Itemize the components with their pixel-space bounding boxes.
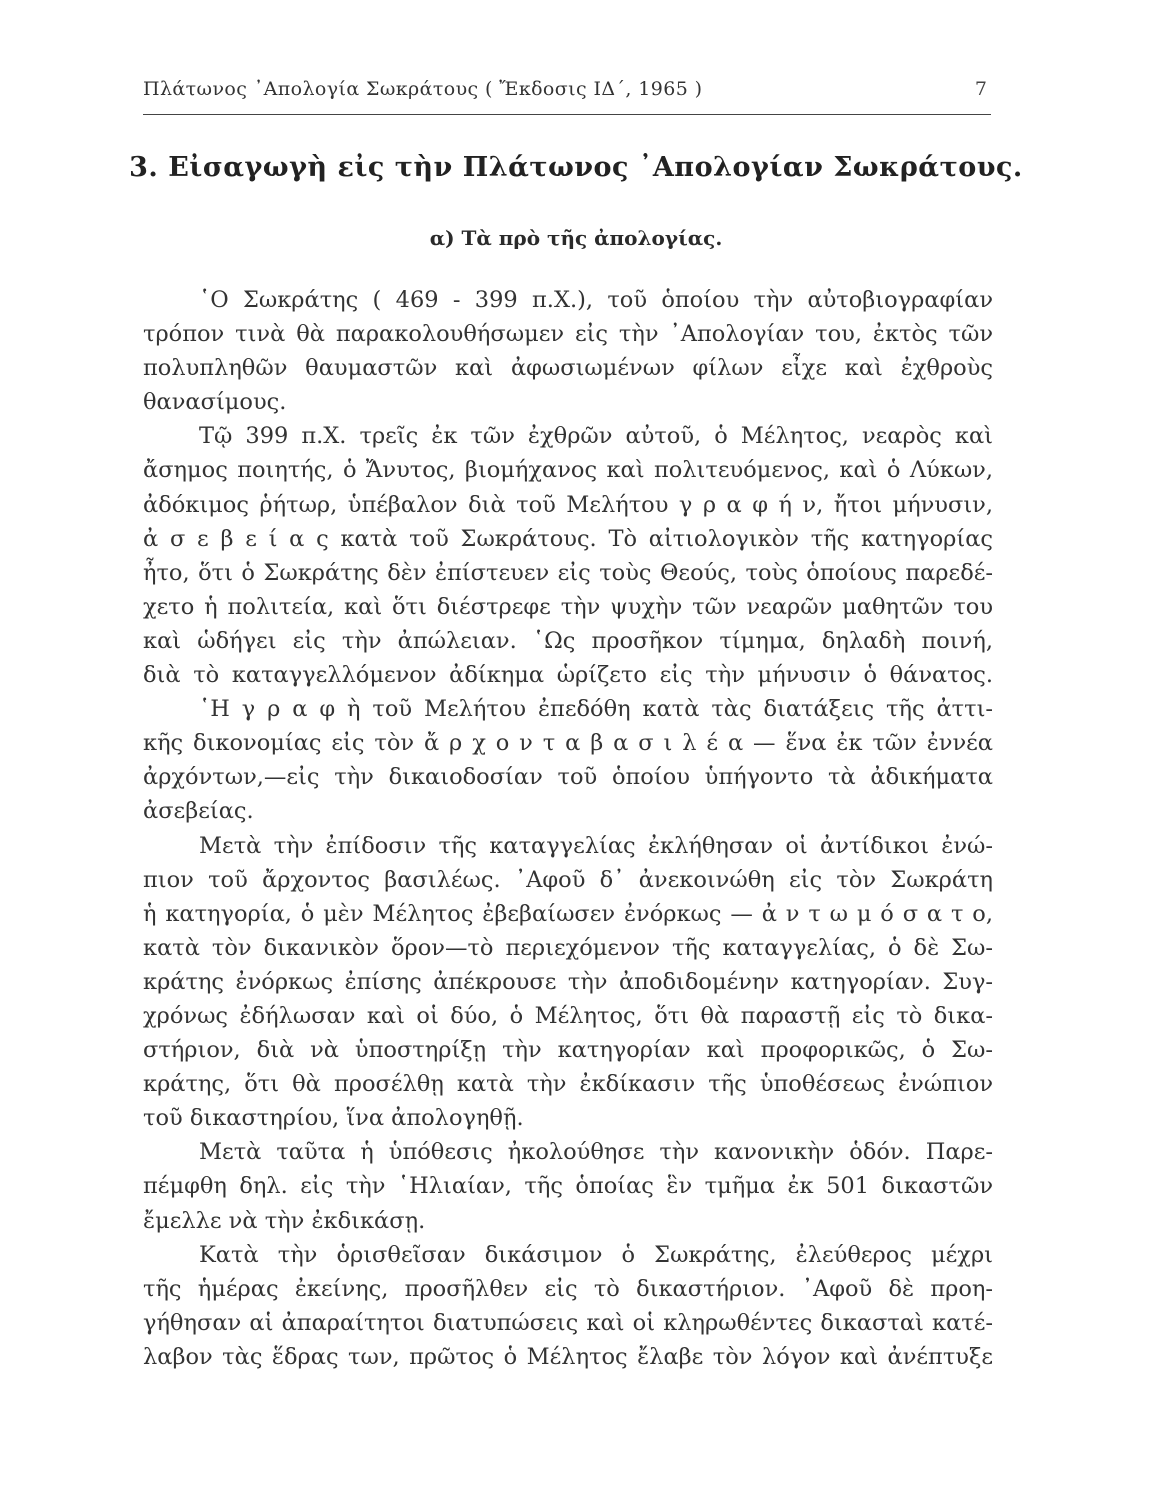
text-line: πιον τοῦ ἄρχοντος βασιλέως. ᾿Αφοῦ δ᾿ ἀνεκοινώθη εἰς τὸν Σωκράτη: [143, 866, 993, 893]
text-line: Μετὰ ταῦτα ἡ ὑπόθεσις ἠκολούθησε τὴν κανονικὴν ὁδόν. Παρε-: [199, 1139, 993, 1166]
text-line: πολυπληθῶν θαυμαστῶν καὶ ἀφωσιωμένων φίλων εἶχε καὶ ἐχθροὺς: [143, 355, 993, 382]
text-line: ἀ σ ε β ε ί α ς κατὰ τοῦ Σωκράτους. Τὸ αἰτιολογικὸν τῆς κατηγορίας: [143, 525, 993, 552]
text-line: κῆς δικονομίας εἰς τὸν ἄ ρ χ ο ν τ α β α σ ι λ έ α — ἕνα ἐκ τῶν ἐννέα: [143, 730, 993, 757]
text-line: Κατὰ τὴν ὁρισθεῖσαν δικάσιμον ὁ Σωκράτης, ἐλεύθερος μέχρι: [199, 1241, 993, 1268]
section-title: α) Τὰ πρὸ τῆς ἀπολογίας.: [429, 226, 723, 250]
text-line: Μετὰ τὴν ἐπίδοσιν τῆς καταγγελίας ἐκλήθησαν οἱ ἀντίδικοι ἐνώ-: [199, 832, 993, 859]
text-line: τῆς ἡμέρας ἐκείνης, προσῆλθεν εἰς τὸ δικαστήριον. ᾿Αφοῦ δὲ προη-: [143, 1275, 993, 1302]
text-line: κατὰ τὸν δικανικὸν ὅρον—τὸ περιεχόμενον τῆς καταγγελίας, ὁ δὲ Σω-: [143, 934, 993, 961]
text-line: ἦτο, ὅτι ὁ Σωκράτης δὲν ἐπίστευεν εἰς τοὺς Θεούς, τοὺς ὁποίους παρεδέ-: [143, 559, 993, 586]
text-line: Τῷ 399 π.Χ. τρεῖς ἐκ τῶν ἐχθρῶν αὐτοῦ, ὁ Μέλητος, νεαρὸς καὶ: [199, 423, 993, 450]
running-title: Πλάτωνος ᾿Απολογία Σωκράτους ( Ἔκδοσις ΙΔ΄, 1965 ): [143, 78, 703, 100]
text-line: κράτης ἐνόρκως ἐπίσης ἀπέκρουσε τὴν ἀποδιδομένην κατηγορίαν. Συγ-: [143, 968, 993, 995]
text-line: ἡ κατηγορία, ὁ μὲν Μέλητος ἐβεβαίωσεν ἐνόρκως — ἀ ν τ ω μ ό σ α τ ο,: [143, 900, 993, 927]
text-line: ἀσεβείας.: [143, 798, 254, 825]
text-line: χετο ἡ πολιτεία, καὶ ὅτι διέστρεφε τὴν ψυχὴν τῶν νεαρῶν μαθητῶν του: [143, 593, 993, 620]
text-line: ἀδόκιμος ῥήτωρ, ὑπέβαλον διὰ τοῦ Μελήτου γ ρ α φ ή ν, ἤτοι μήνυσιν,: [143, 491, 993, 518]
text-line: θανασίμους.: [143, 389, 287, 416]
text-line: κράτης, ὅτι θὰ προσέλθῃ κατὰ τὴν ἐκδίκασιν τῆς ὑποθέσεως ἐνώπιον: [143, 1071, 993, 1098]
text-line: διὰ τὸ καταγγελλόμενον ἀδίκημα ὡρίζετο εἰς τὴν μήνυσιν ὁ θάνατος.: [143, 662, 993, 689]
text-line: λαβον τὰς ἕδρας των, πρῶτος ὁ Μέλητος ἔλαβε τὸν λόγον καὶ ἀνέπτυξε: [143, 1343, 993, 1370]
text-line: ἄσημος ποιητής, ὁ Ἄνυτος, βιομήχανος καὶ πολιτευόμενος, καὶ ὁ Λύκων,: [143, 457, 993, 484]
text-line: χρόνως ἐδήλωσαν καὶ οἱ δύο, ὁ Μέλητος, ὅτι θὰ παραστῇ εἰς τὸ δικα-: [143, 1002, 993, 1029]
text-line: στήριον, διὰ νὰ ὑποστηρίξῃ τὴν κατηγορίαν καὶ προφορικῶς, ὁ Σω-: [143, 1037, 993, 1064]
text-line: τρόπον τινὰ θὰ παρακολουθήσωμεν εἰς τὴν ᾿Απολογίαν του, ἐκτὸς τῶν: [143, 321, 993, 348]
text-line: ἀρχόντων,—εἰς τὴν δικαιοδοσίαν τοῦ ὁποίου ὑπήγοντο τὰ ἀδικήματα: [143, 764, 993, 791]
text-line: ἔμελλε νὰ τὴν ἐκδικάσῃ.: [143, 1207, 426, 1234]
chapter-title: 3. Εἰσαγωγὴ εἰς τὴν Πλάτωνος ᾿Απολογίαν Σωκράτους.: [129, 152, 1023, 183]
text-line: ῾Ο Σωκράτης ( 469 - 399 π.Χ.), τοῦ ὁποίου τὴν αὐτοβιογραφίαν: [199, 287, 993, 313]
page-number: 7: [974, 78, 987, 100]
running-header: [143, 74, 991, 115]
text-line: καὶ ὡδήγει εἰς τὴν ἀπώλειαν. ῾Ως προσῆκον τίμημα, δηλαδὴ ποινή,: [143, 627, 993, 654]
text-line: γήθησαν αἱ ἀπαραίτητοι διατυπώσεις καὶ οἱ κληρωθέντες δικασταὶ κατέ-: [143, 1309, 993, 1336]
body-text: [143, 283, 993, 1374]
text-line: ῾Η γ ρ α φ ὴ τοῦ Μελήτου ἐπεδόθη κατὰ τὰς διατάξεις τῆς ἀττι-: [199, 696, 993, 723]
text-line: τοῦ δικαστηρίου, ἵνα ἀπολογηθῇ.: [143, 1105, 524, 1132]
text-line: πέμφθη δηλ. εἰς τὴν ῾Ηλιαίαν, τῆς ὁποίας ἓν τμῆμα ἐκ 501 δικαστῶν: [143, 1173, 993, 1200]
